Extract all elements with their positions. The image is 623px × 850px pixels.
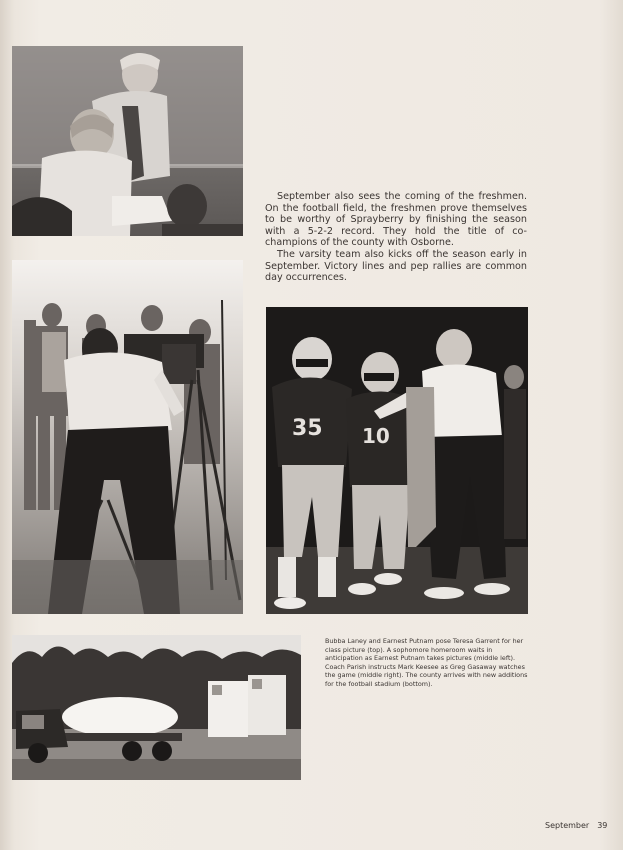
article-paragraph: The varsity team also kicks off the season early in September. Victory lines and pep rallies are common day occurrences.	[265, 248, 527, 284]
football-sideline-photo	[266, 307, 528, 614]
page-number: 39	[597, 821, 608, 830]
article-body	[265, 191, 527, 284]
article-paragraph: September also sees the coming of the freshmen. On the football field, the freshmen prove themselves to be worthy of Sprayberry by finishing the season with a 5-2-2 record. They hold the title of co-champions of the county with Osborne.	[265, 191, 527, 249]
stadium-truck-photo	[12, 635, 301, 780]
section-name: September	[545, 821, 590, 830]
photographer-photo	[12, 260, 243, 614]
svg-text:10: 10	[362, 424, 390, 448]
photo-caption: Bubba Laney and Earnest Putnam pose Teresa Garrent for her class picture (top). A sophomore homeroom waits in anticipation as Earnest Putnam takes pictures (middle left). Coach Parish instructs Mark Keesee as Greg Gasaway watches the game (middle right). The county arrives with new additions for the football stadium (bottom).	[325, 637, 528, 688]
page-footer	[545, 821, 607, 830]
classroom-photo	[12, 46, 243, 236]
svg-text:35: 35	[292, 416, 323, 441]
